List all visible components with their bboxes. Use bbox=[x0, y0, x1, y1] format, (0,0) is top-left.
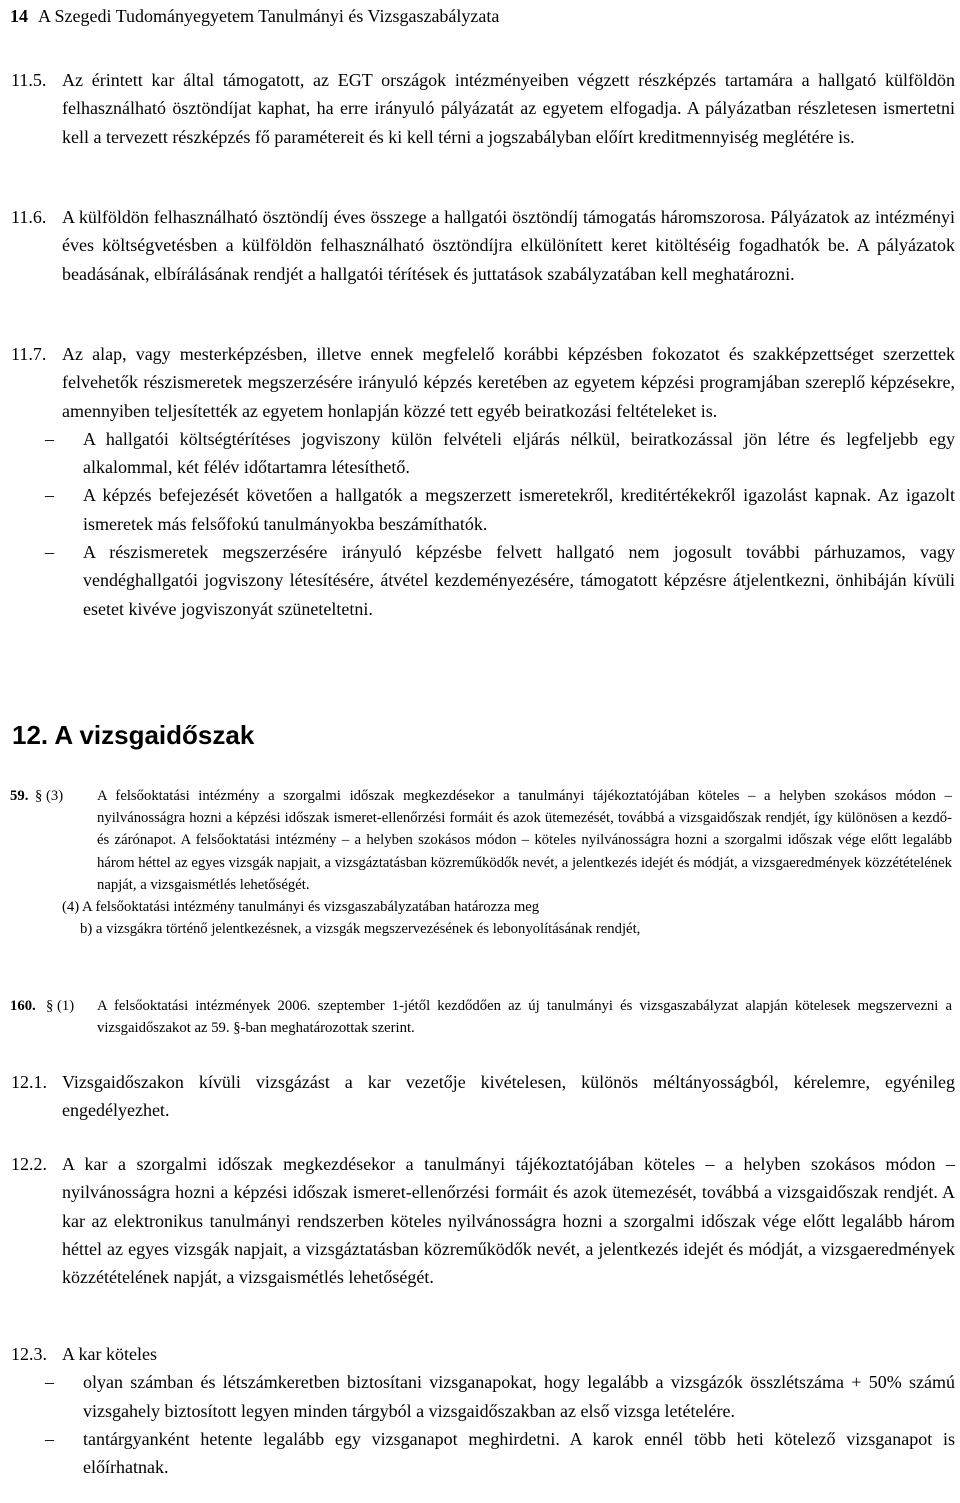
dash-marker: – bbox=[45, 542, 54, 563]
dash-marker: – bbox=[45, 485, 54, 506]
dash-marker: – bbox=[45, 428, 54, 449]
section-number: 11.5. bbox=[11, 70, 47, 90]
list-item-text: tantárgyanként hetente legalább egy vizsganapot meghirdetni. A karok ennél több heti kötelező vizsganapot is előírhatnak. bbox=[83, 1428, 955, 1478]
chapter-heading: 12. A vizsgaidőszak bbox=[12, 720, 255, 750]
section-11-7 bbox=[0, 340, 955, 623]
section-12-2 bbox=[0, 1150, 955, 1291]
law-excerpt-59 bbox=[0, 785, 952, 940]
section-number: 11.6. bbox=[11, 207, 47, 227]
law-subsection: § (1) bbox=[46, 998, 75, 1014]
list-item-text: A hallgatói költségtérítéses jogviszony külön felvételi eljárás nélkül, beiratkozással jön létre és legfeljebb egy alkalommal, két félév időtartamra létesíthető. bbox=[83, 428, 955, 478]
law-subsection: § (3) bbox=[35, 788, 64, 804]
list-item bbox=[0, 1425, 955, 1482]
section-number: 11.7. bbox=[11, 344, 47, 364]
law-point-b: b) a vizsgákra történő jelentkezésnek, a vizsgák megszervezésének és lebonyolításának rendjét, bbox=[80, 921, 641, 938]
law-text: A felsőoktatási intézmények 2006. szeptember 1-jétől kezdődően az új tanulmányi és vizsgaszabályzat alapján kötelesek megszervezni a vizsgaidőszakot az 59. §-ban meghatározottak szerint. bbox=[97, 998, 952, 1037]
section-text: Az érintett kar által támogatott, az EGT országok intézményeiben végzett részképzés tartamára a hallgató külföldön felhasználható ösztöndíjat kaphat, ha erre irányuló pályázatát az egyetem elfogadja. A pályázatban részletesen ismertetni kell a tervezett részképzés fő paramétereit és ki kell térni a jogszabályban előírt kreditmennyiség meglétére is. bbox=[62, 70, 955, 147]
dash-marker: – bbox=[45, 1372, 54, 1393]
law-text: A felsőoktatási intézmény a szorgalmi időszak megkezdésekor a tanulmányi tájékoztatójában köteles – a helyben szokásos módon – nyilvánosságra hozni a képzési időszak ismeret-ellenőrzési formáit és azok ütemezését, továbbá a vizsgaidőszak rendjét, így különösen a kezdő- és zárónapot. A felsőoktatási intézmény – a helyben szokásos módon – köteles nyilvánosságra hozni a szorgalmi időszak vége előtt legalább három héttel az egyes vizsgák napjait, a vizsgáztatásban közreműködők nevét, a jelentkezés idejét és módját, a vizsgaeredmények közzétételének napját, a vizsgaismétlés lehetőségét. bbox=[97, 788, 952, 893]
section-text: A külföldön felhasználható ösztöndíj éves összege a hallgatói ösztöndíj támogatás háromszorosa. Pályázatok az intézményi éves költségvetésben a külföldön felhasználható ösztöndíjra elkülönített keret kitöltéséig fogadhatók be. A pályázatok beadásának, elbírálásának rendjét a hallgatói térítések és juttatások szabályzatában kell meghatározni. bbox=[62, 207, 955, 284]
list-item bbox=[0, 1368, 955, 1425]
section-11-5 bbox=[0, 66, 955, 151]
section-text: Az alap, vagy mesterképzésben, illetve ennek megfelelő korábbi képzésben fokozatot és szakképzettséget szerzettek felvehetők részismeretek megszerzésére irányuló képzés keretében az egyetem képzési programjában szereplő képzésekre, amennyiben teljesítették az egyetem honlapján közzé tett egyéb beiratkozási feltételeket is. bbox=[62, 344, 955, 421]
section-12-1 bbox=[0, 1068, 955, 1125]
list-item bbox=[0, 425, 955, 482]
section-text: A kar a szorgalmi időszak megkezdésekor a tanulmányi tájékoztatójában köteles – a helyben szokásos módon – nyilvánosságra hozni a képzési időszak ismeret-ellenőrzési formáit és azok ütemezését, továbbá a vizsgaidőszak rendjét. A kar az elektronikus tanulmányi rendszerben köteles nyilvánosságra hozni a szorgalmi időszak vége előtt legalább három héttel az egyes vizsgák napjait, a vizsgáztatásban közreműködők nevét, a jelentkezés idejét és módját, a vizsgaeredmények közzétételének napját, a vizsgaismétlés lehetőségét. bbox=[62, 1154, 955, 1288]
list-item bbox=[0, 538, 955, 623]
law-excerpt-160 bbox=[0, 995, 952, 1039]
dash-marker: – bbox=[45, 1428, 54, 1449]
section-12-3 bbox=[0, 1340, 955, 1481]
section-number: 12.2. bbox=[11, 1154, 47, 1174]
list-item bbox=[0, 481, 955, 538]
running-header bbox=[10, 4, 499, 28]
law-paragraph-number: 59. bbox=[10, 788, 29, 804]
law-subsection-4: (4) A felsőoktatási intézmény tanulmányi és vizsgaszabályzatában határozza meg bbox=[62, 899, 540, 916]
header-title: A Szegedi Tudományegyetem Tanulmányi és Vizsgaszabályzata bbox=[38, 6, 500, 26]
law-paragraph-number: 160. bbox=[10, 998, 36, 1014]
page-number: 14 bbox=[10, 6, 28, 26]
list-item-text: A képzés befejezését követően a hallgatók a megszerzett ismeretekről, kreditértékekről igazolást kapnak. Az igazolt ismeretek más felsőfokú tanulmányokba beszámíthatók. bbox=[83, 485, 955, 534]
section-text: A kar köteles bbox=[62, 1344, 157, 1364]
section-text: Vizsgaidőszakon kívüli vizsgázást a kar vezetője kivételesen, különös méltányosságból, kérelemre, egyénileg engedélyezhet. bbox=[62, 1072, 955, 1121]
section-number: 12.3. bbox=[11, 1344, 47, 1364]
list-item-text: A részismeretek megszerzésére irányuló képzésbe felvett hallgató nem jogosult további párhuzamos, vagy vendéghallgatói jogviszony létesítésére, átvétel kezdeményezésére, támogatott képzésre átjelentkezni, önhibáján kívüli esetet kivéve jogviszonyát szüneteltetni. bbox=[83, 542, 955, 619]
list-item-text: olyan számban és létszámkeretben biztosítani vizsganapokat, hogy legalább a vizsgázók összlétszáma + 50% számú vizsgahely biztosított legyen minden tárgyból a vizsgaidőszakban az első vizsga letételére. bbox=[83, 1372, 955, 1421]
section-number: 12.1. bbox=[11, 1072, 47, 1092]
section-11-6 bbox=[0, 203, 955, 288]
